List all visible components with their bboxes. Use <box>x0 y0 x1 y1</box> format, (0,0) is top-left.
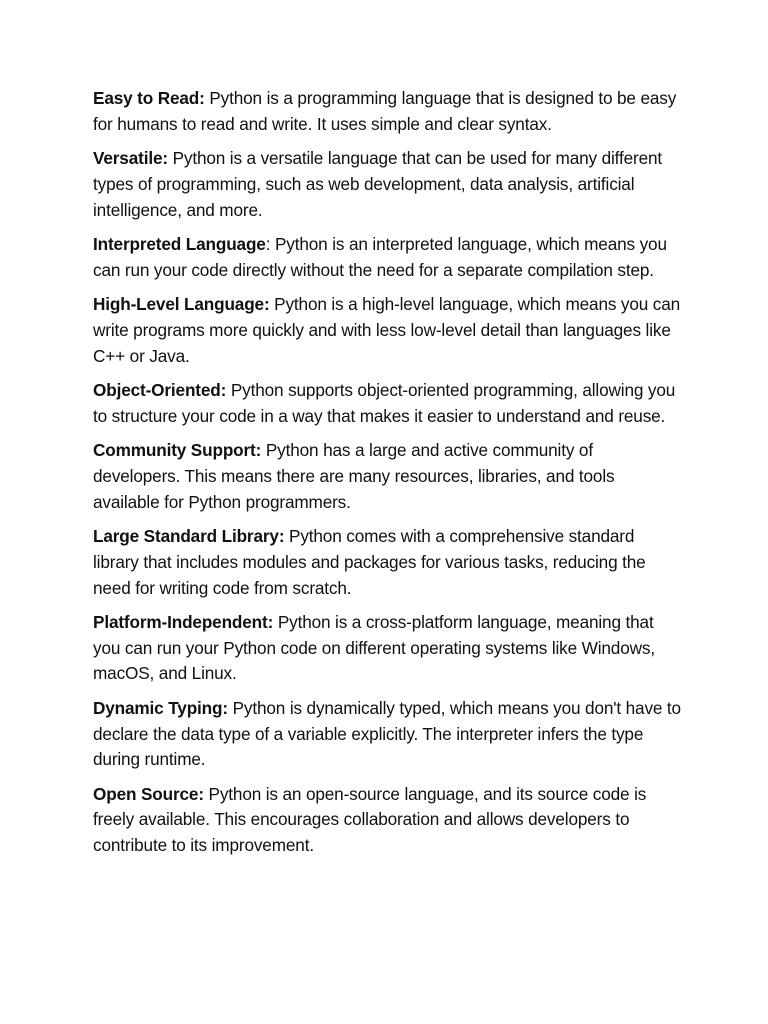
feature-paragraph-large-standard-library <box>93 524 683 601</box>
feature-paragraph-interpreted-language <box>93 232 683 284</box>
feature-term: Interpreted Language <box>93 233 266 254</box>
feature-term: Platform-Independent: <box>93 611 274 632</box>
feature-paragraph-object-oriented <box>93 378 683 430</box>
feature-description: Python is an open-source language, and its source code is freely available. This encourages collaboration and allows developers to contribute to its improvement. <box>93 783 647 856</box>
feature-term: Versatile: <box>93 148 168 169</box>
feature-term: High-Level Language: <box>93 294 270 315</box>
feature-paragraph-versatile <box>93 146 683 223</box>
feature-term: Community Support: <box>93 440 262 461</box>
feature-term: Dynamic Typing: <box>93 697 228 718</box>
feature-paragraph-dynamic-typing <box>93 696 683 773</box>
feature-paragraph-community-support <box>93 438 683 515</box>
feature-paragraph-open-source <box>93 782 683 859</box>
feature-term: Open Source: <box>93 783 204 804</box>
feature-term: Easy to Read: <box>93 88 205 108</box>
feature-description: Python is a high-level language, which means you can write programs more quickly and with less low-level detail than languages like C++ or Java. <box>93 294 681 366</box>
feature-description: Python comes with a comprehensive standard library that includes modules and packages for various tasks, reducing the need for writing code from scratch. <box>93 525 646 598</box>
feature-paragraph-platform-independent <box>93 610 683 687</box>
feature-description: Python supports object-oriented programming, allowing you to structure your code in a way that makes it easier to understand and reuse. <box>93 379 676 426</box>
feature-paragraph-easy-to-read <box>93 86 683 138</box>
feature-description: : Python is an interpreted language, which means you can run your code directly without the need for a separate compilation step. <box>93 233 667 280</box>
feature-description: Python is a programming language that is designed to be easy for humans to read and write. It uses simple and clear syntax. <box>93 88 677 134</box>
feature-description: Python is a cross-platform language, meaning that you can run your Python code on different operating systems like Windows, macOS, and Linux. <box>93 611 655 684</box>
feature-description: Python has a large and active community of developers. This means there are many resources, libraries, and tools available for Python programmers. <box>93 440 615 512</box>
feature-paragraph-high-level-language <box>93 292 683 369</box>
document-page <box>93 86 683 868</box>
feature-term: Large Standard Library: <box>93 525 285 546</box>
feature-term: Object-Oriented: <box>93 379 227 400</box>
feature-description: Python is dynamically typed, which means you don't have to declare the data type of a variable explicitly. The interpreter infers the type during runtime. <box>93 697 681 770</box>
feature-description: Python is a versatile language that can be used for many different types of programming, such as web development, data analysis, artificial intelligence, and more. <box>93 148 663 220</box>
